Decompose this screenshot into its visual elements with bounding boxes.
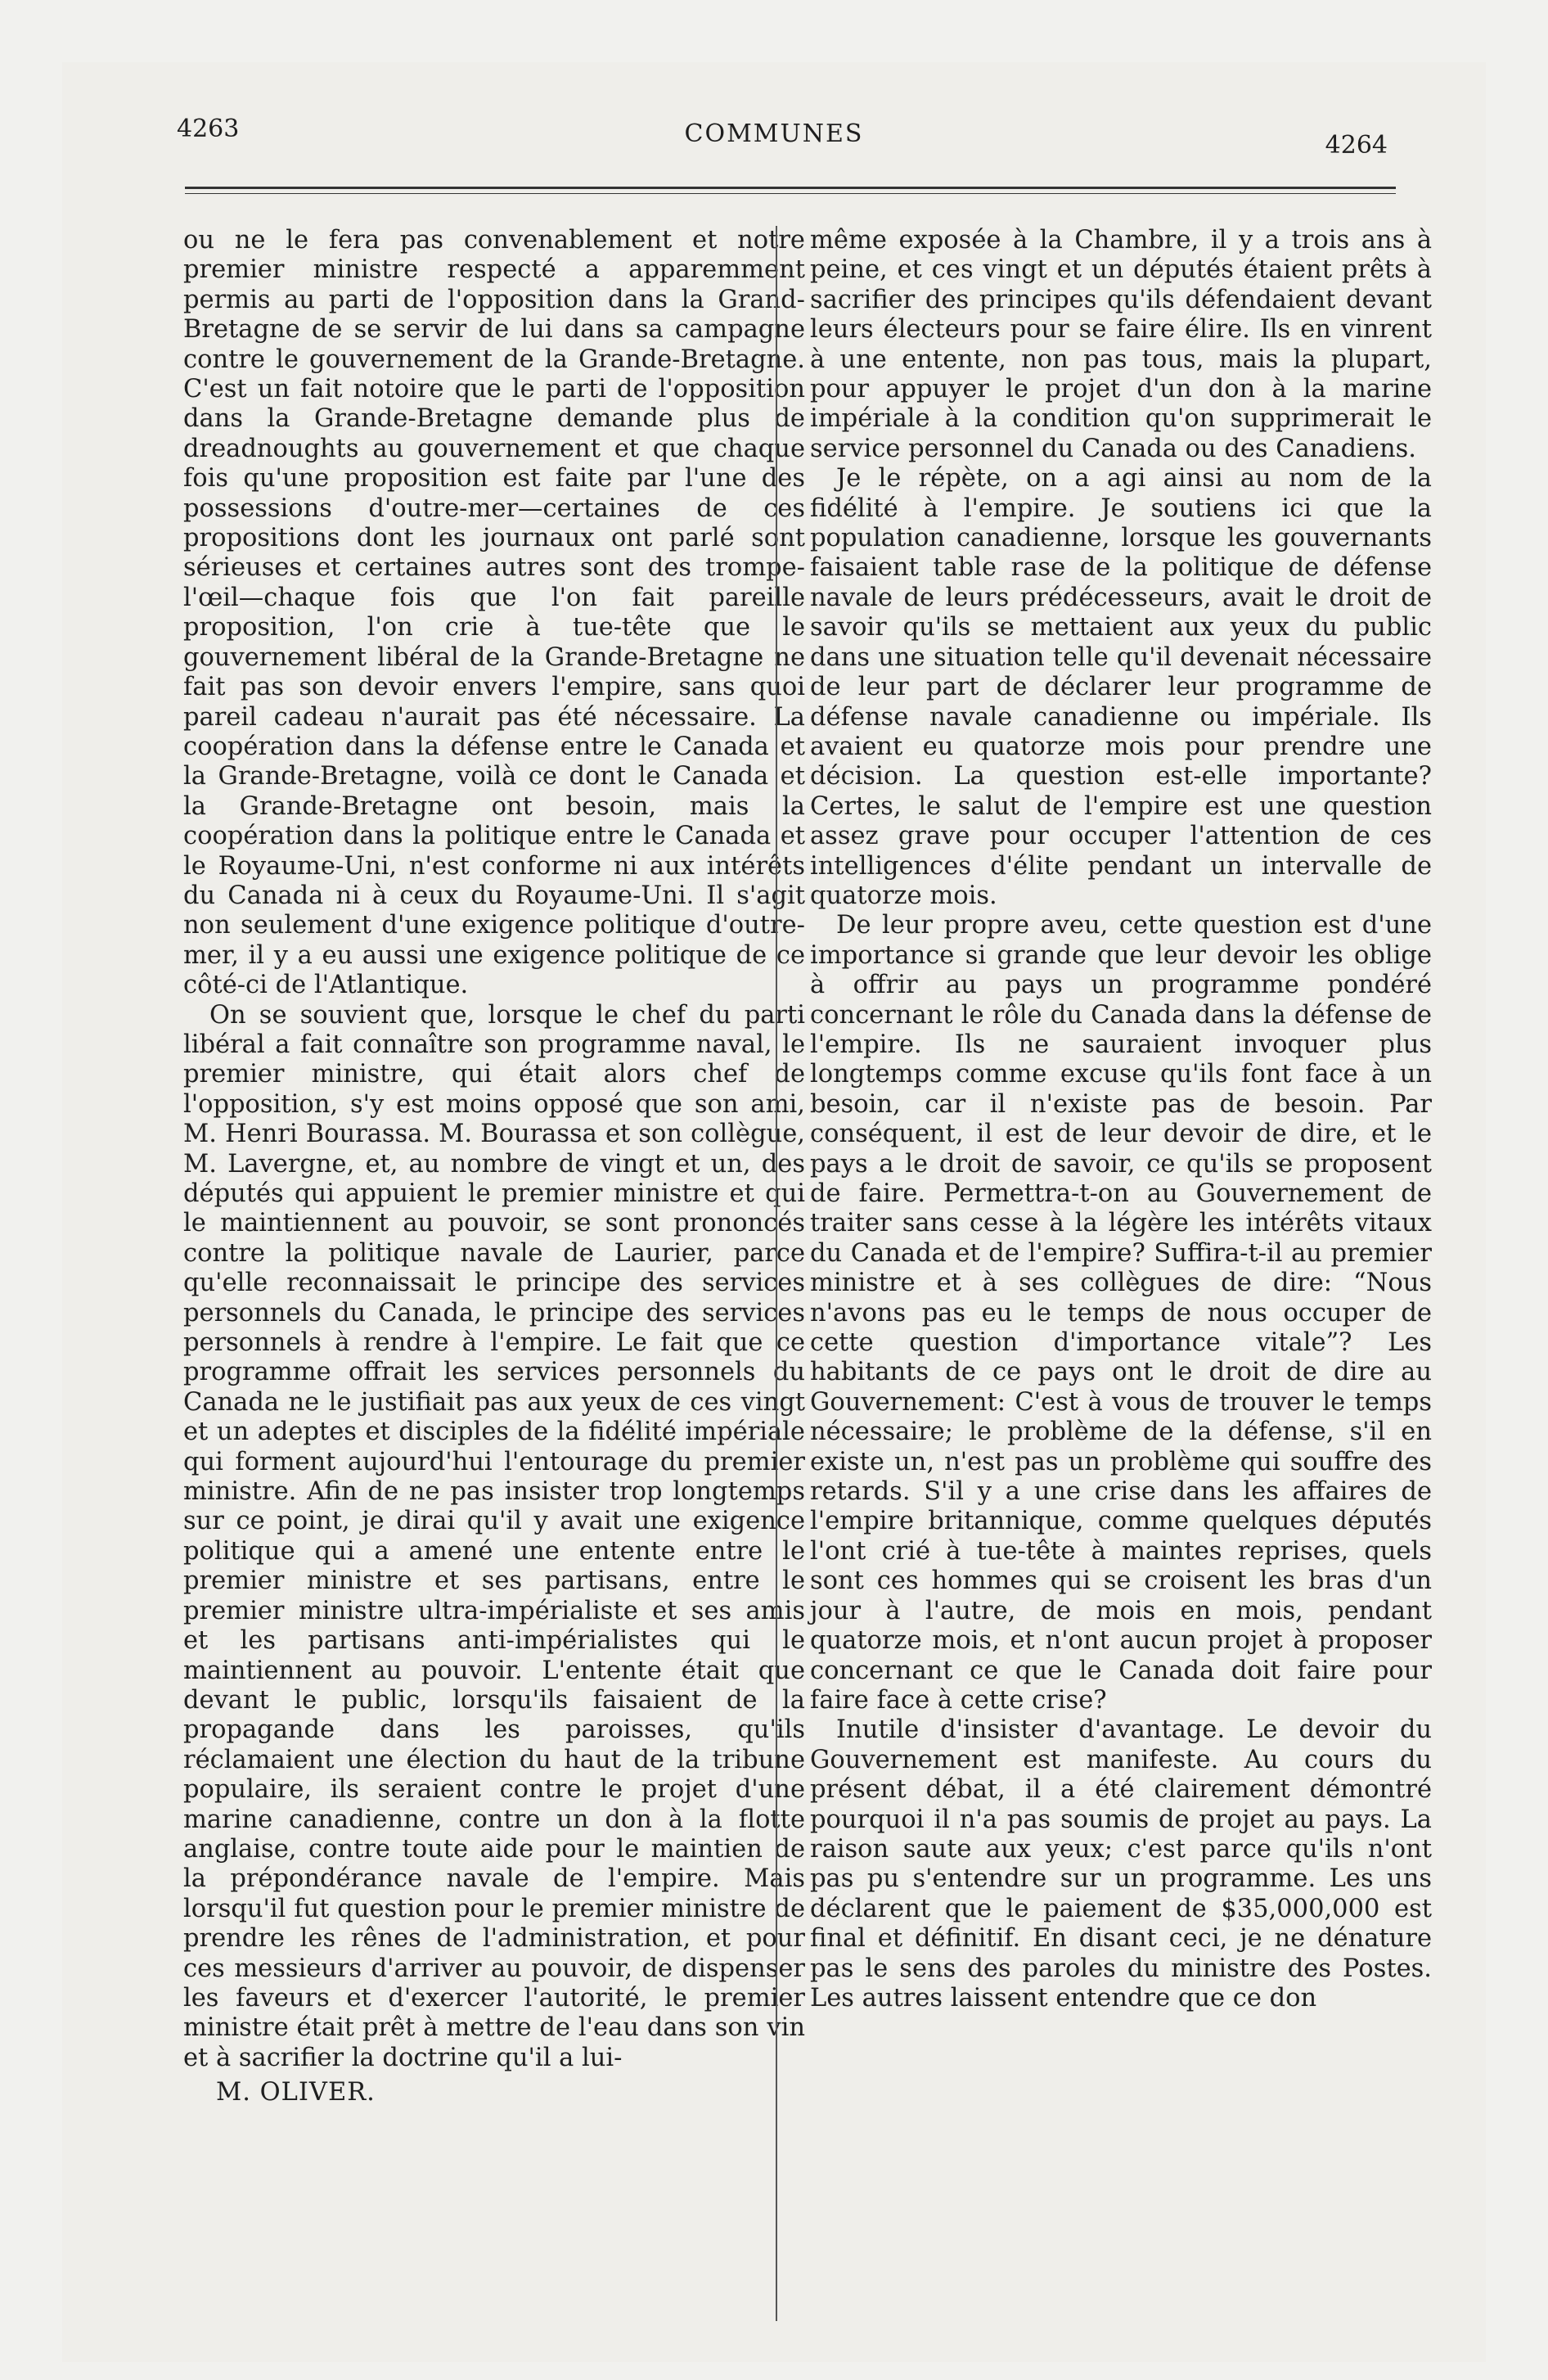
speaker-name: M. OLIVER. [216,2078,376,2107]
header-rule-thin [185,193,1396,194]
page-header [62,62,1486,177]
hansard-page [62,62,1486,2362]
header-rule-thick [185,187,1396,189]
paragraph: ou ne le fera pas convenablement et notre premier ministre respecté a apparemment permis au parti de l'opposition dans la Grand-Bretagne de se servir de lui dans sa campagne contre le gouvernement de la Grande-Bretagne. C'est un fait notoire que le parti de l'opposition dans la Grande-Bretagne demande plus de dreadnoughts au gouvernement et que chaque fois qu'une proposition est faite par l'une des possessions d'outre-mer—certaines de ces propositions dont les journaux ont parlé sont sérieuses et certaines autres sont des trompe-l'œil—chaque fois que l'on fait pareille proposition, l'on crie à tue-tête que le gouvernement libéral de la Grande-Bretagne ne fait pas son devoir envers l'empire, sans quoi pareil cadeau n'aurait pas été nécessaire. La coopération dans la défense entre le Canada et la Grande-Bretagne, voilà ce dont le Canada et la Grande-Bretagne ont besoin, mais la coopération dans la politique entre le Canada et le Royaume-Uni, n'est conforme ni aux intérêts du Canada ni à ceux du Royaume-Uni. Il s'agit non seulement d'une exigence politique d'outre-mer, il y a eu aussi une exigence politique de ce côté-ci de l'Atlantique. [183,226,805,1000]
paragraph: même exposée à la Chambre, il y a trois ans à peine, et ces vingt et un députés étaient prêts à sacrifier des principes qu'ils défendaient devant leurs électeurs pour se faire élire. Ils en vinrent à une entente, non pas tous, mais la plupart, pour appuyer le projet d'un don à la marine impériale à la condition qu'on supprimerait le service personnel du Canada ou des Canadiens. [810,226,1432,463]
paragraph: Inutile d'insister d'avantage. Le devoir du Gouvernement est manifeste. Au cours du présent débat, il a été clairement démontré pourquoi il n'a pas soumis de projet au pays. La raison saute aux yeux; c'est parce qu'ils n'ont pas pu s'entendre sur un programme. Les uns déclarent que le paiement de $35,000,000 est final et définitif. En disant ceci, je ne dénature pas le sens des paroles du ministre des Postes. Les autres laissent entendre que ce don [810,1715,1432,2013]
running-head: COMMUNES [684,119,864,148]
page-number-right: 4264 [1325,131,1388,160]
page-number-left: 4263 [177,115,240,143]
column-divider [776,226,777,2321]
right-column [810,226,1432,2013]
left-column [183,226,805,2108]
paragraph: On se souvient que, lorsque le chef du parti libéral a fait connaître son programme naval, le premier ministre, qui était alors chef de l'opposition, s'y est moins opposé que son ami, M. Henri Bourassa. M. Bourassa et son collègue, M. Lavergne, et, au nombre de vingt et un, des députés qui appuient le premier ministre et qui le maintiennent au pouvoir, se sont prononcés contre la politique navale de Laurier, parce qu'elle reconnaissait le principe des services personnels du Canada, le principe des services personnels à rendre à l'empire. Le fait que ce programme offrait les services personnels du Canada ne le justifiait pas aux yeux de ces vingt et un adeptes et disciples de la fidélité impériale qui forment aujourd'hui l'entourage du premier ministre. Afin de ne pas insister trop longtemps sur ce point, je dirai qu'il y avait une exigence politique qui a amené une entente entre le premier ministre et ses partisans, entre le premier ministre ultra-impérialiste et ses amis et les partisans anti-impérialistes qui le maintiennent au pouvoir. L'entente était que devant le public, lorsqu'ils faisaient de la propagande dans les paroisses, qu'ils réclamaient une élection du haut de la tribune populaire, ils seraient contre le projet d'une marine canadienne, contre un don à la flotte anglaise, contre toute aide pour le maintien de la prépondérance navale de l'empire. Mais lorsqu'il fut question pour le premier ministre de prendre les rênes de l'administration, et pour ces messieurs d'arriver au pouvoir, de dispenser les faveurs et d'exercer l'autorité, le premier ministre était prêt à mettre de l'eau dans son vin et à sacrifier la doctrine qu'il a lui- [183,1000,805,2072]
paragraph: De leur propre aveu, cette question est d'une importance si grande que leur devoir les oblige à offrir au pays un programme pondéré concernant le rôle du Canada dans la défense de l'empire. Ils ne sauraient invoquer plus longtemps comme excuse qu'ils font face à un besoin, car il n'existe pas de besoin. Par conséquent, il est de leur devoir de dire, et le pays a le droit de savoir, ce qu'ils se proposent de faire. Permettra-t-on au Gouvernement de traiter sans cesse à la légère les intérêts vitaux du Canada et de l'empire? Suffira-t-il au premier ministre et à ses collègues de dire: “Nous n'avons pas eu le temps de nous occuper de cette question d'importance vitale”? Les habitants de ce pays ont le droit de dire au Gouvernement: C'est à vous de trouver le temps nécessaire; le problème de la défense, s'il en existe un, n'est pas un problème qui souffre des retards. S'il y a une crise dans les affaires de l'empire britannique, comme quelques députés l'ont crié à tue-tête à maintes reprises, quels sont ces hommes qui se croisent les bras d'un jour à l'autre, de mois en mois, pendant quatorze mois, et n'ont aucun projet à proposer concernant ce que le Canada doit faire pour faire face à cette crise? [810,911,1432,1715]
paragraph: Je le répète, on a agi ainsi au nom de la fidélité à l'empire. Je soutiens ici que la population canadienne, lorsque les gouvernants faisaient table rase de la politique de défense navale de leurs prédécesseurs, avait le droit de savoir qu'ils se mettaient aux yeux du public dans une situation telle qu'il devenait nécessaire de leur part de déclarer leur programme de défense navale canadienne ou impériale. Ils avaient eu quatorze mois pour prendre une décision. La question est-elle importante? Certes, le salut de l'empire est une question assez grave pour occuper l'attention de ces intelligences d'élite pendant un intervalle de quatorze mois. [810,464,1432,910]
